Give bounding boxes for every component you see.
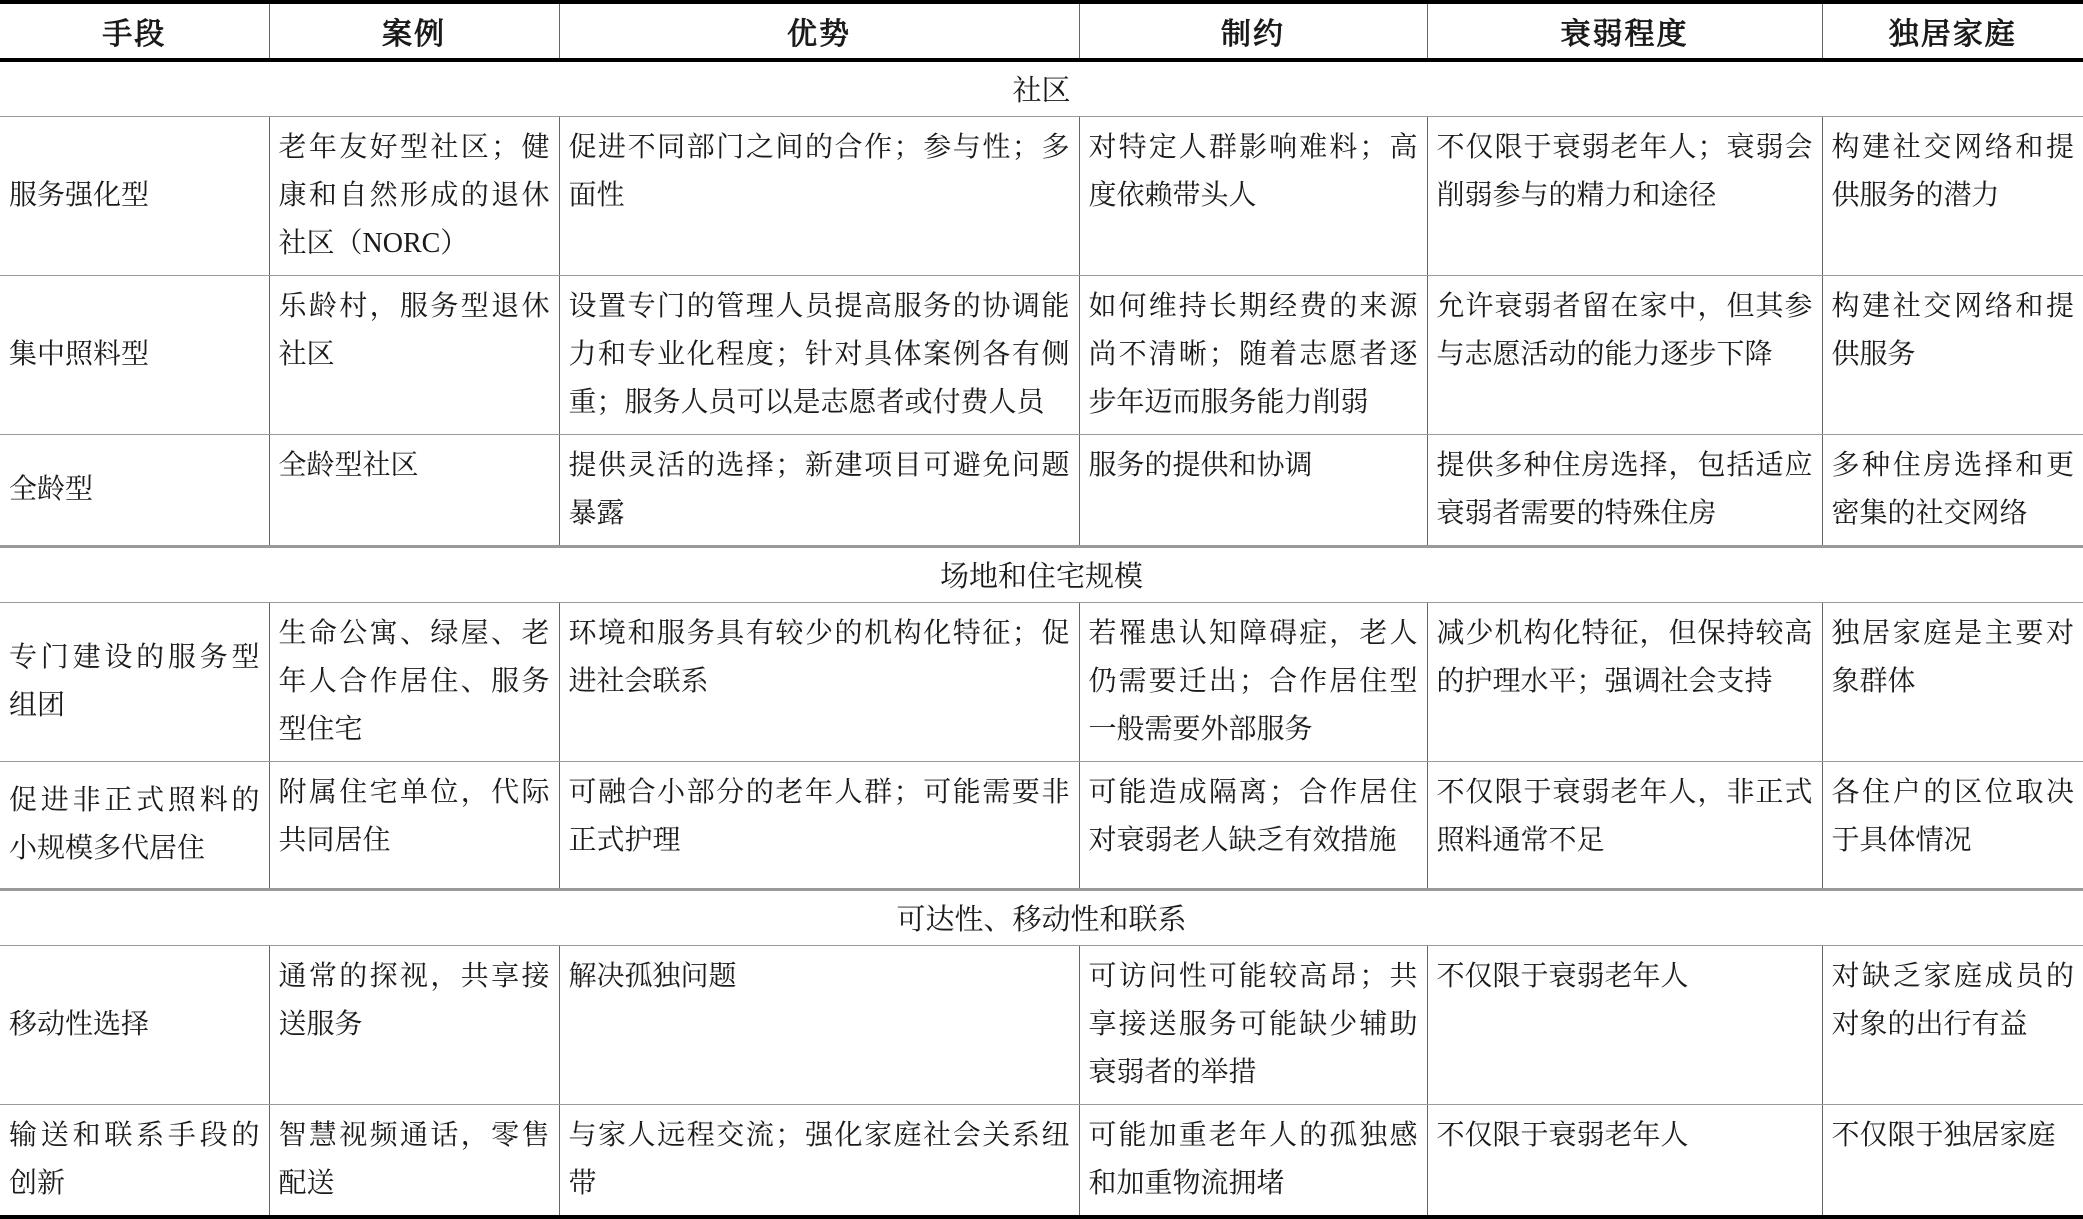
cell-constraint: 服务的提供和协调 (1079, 434, 1427, 546)
cell-advantage: 设置专门的管理人员提高服务的协调能力和专业化程度；针对具体案例各有侧重；服务人员可以是志愿者或付费人员 (559, 275, 1079, 434)
cell-case: 通常的探视，共享接送服务 (269, 945, 559, 1104)
cell-means: 输送和联系手段的创新 (0, 1104, 269, 1217)
cell-means: 移动性选择 (0, 945, 269, 1104)
table-row (0, 602, 2083, 761)
cell-case: 智慧视频通话，零售配送 (269, 1104, 559, 1217)
cell-advantage: 促进不同部门之间的合作；参与性；多面性 (559, 116, 1079, 275)
cell-case: 乐龄村，服务型退休社区 (269, 275, 559, 434)
cell-single-household: 对缺乏家庭成员的对象的出行有益 (1822, 945, 2083, 1104)
cell-frailty-degree: 不仅限于衰弱老年人，非正式照料通常不足 (1427, 761, 1822, 889)
cell-advantage: 可融合小部分的老年人群；可能需要非正式护理 (559, 761, 1079, 889)
cell-constraint: 若罹患认知障碍症，老人仍需要迁出；合作居住型一般需要外部服务 (1079, 602, 1427, 761)
cell-constraint: 可能造成隔离；合作居住对衰弱老人缺乏有效措施 (1079, 761, 1427, 889)
cell-advantage: 解决孤独问题 (559, 945, 1079, 1104)
column-header-case: 案例 (269, 2, 559, 60)
cell-means: 服务强化型 (0, 116, 269, 275)
cell-frailty-degree: 减少机构化特征，但保持较高的护理水平；强调社会支持 (1427, 602, 1822, 761)
cell-case: 生命公寓、绿屋、老年人合作居住、服务型住宅 (269, 602, 559, 761)
column-header-means: 手段 (0, 2, 269, 60)
cell-single-household: 构建社交网络和提供服务 (1822, 275, 2083, 434)
cell-case: 老年友好型社区；健康和自然形成的退休社区（NORC） (269, 116, 559, 275)
section-title: 社区 (0, 60, 2083, 116)
cell-frailty-degree: 不仅限于衰弱老年人 (1427, 945, 1822, 1104)
column-header-constraint: 制约 (1079, 2, 1427, 60)
section-title: 可达性、移动性和联系 (0, 889, 2083, 945)
cell-advantage: 提供灵活的选择；新建项目可避免问题暴露 (559, 434, 1079, 546)
cell-advantage: 与家人远程交流；强化家庭社会关系纽带 (559, 1104, 1079, 1217)
table-row (0, 116, 2083, 275)
cell-constraint: 可访问性可能较高昂；共享接送服务可能缺少辅助衰弱者的举措 (1079, 945, 1427, 1104)
cell-single-household: 构建社交网络和提供服务的潜力 (1822, 116, 2083, 275)
column-header-single-household: 独居家庭 (1822, 2, 2083, 60)
table-row (0, 945, 2083, 1104)
section-row-community (0, 60, 2083, 116)
table-row (0, 1104, 2083, 1217)
cell-means: 促进非正式照料的小规模多代居住 (0, 761, 269, 889)
cell-constraint: 对特定人群影响难料；高度依赖带头人 (1079, 116, 1427, 275)
cell-single-household: 各住户的区位取决于具体情况 (1822, 761, 2083, 889)
section-title: 场地和住宅规模 (0, 546, 2083, 602)
cell-single-household: 不仅限于独居家庭 (1822, 1104, 2083, 1217)
cell-advantage: 环境和服务具有较少的机构化特征；促进社会联系 (559, 602, 1079, 761)
column-header-advantage: 优势 (559, 2, 1079, 60)
cell-single-household: 独居家庭是主要对象群体 (1822, 602, 2083, 761)
column-header-frailty-degree: 衰弱程度 (1427, 2, 1822, 60)
cell-means: 集中照料型 (0, 275, 269, 434)
cell-constraint: 如何维持长期经费的来源尚不清晰；随着志愿者逐步年迈而服务能力削弱 (1079, 275, 1427, 434)
cell-frailty-degree: 不仅限于衰弱老年人；衰弱会削弱参与的精力和途径 (1427, 116, 1822, 275)
cell-frailty-degree: 提供多种住房选择，包括适应衰弱者需要的特殊住房 (1427, 434, 1822, 546)
table-row (0, 434, 2083, 546)
section-row-accessibility (0, 889, 2083, 945)
cell-case: 附属住宅单位，代际共同居住 (269, 761, 559, 889)
table-row (0, 761, 2083, 889)
cell-frailty-degree: 不仅限于衰弱老年人 (1427, 1104, 1822, 1217)
section-row-site-scale (0, 546, 2083, 602)
header-row (0, 2, 2083, 60)
cell-frailty-degree: 允许衰弱者留在家中，但其参与志愿活动的能力逐步下降 (1427, 275, 1822, 434)
cell-constraint: 可能加重老年人的孤独感和加重物流拥堵 (1079, 1104, 1427, 1217)
cell-single-household: 多种住房选择和更密集的社交网络 (1822, 434, 2083, 546)
table-row (0, 275, 2083, 434)
cell-case: 全龄型社区 (269, 434, 559, 546)
cell-means: 专门建设的服务型组团 (0, 602, 269, 761)
cell-means: 全龄型 (0, 434, 269, 546)
